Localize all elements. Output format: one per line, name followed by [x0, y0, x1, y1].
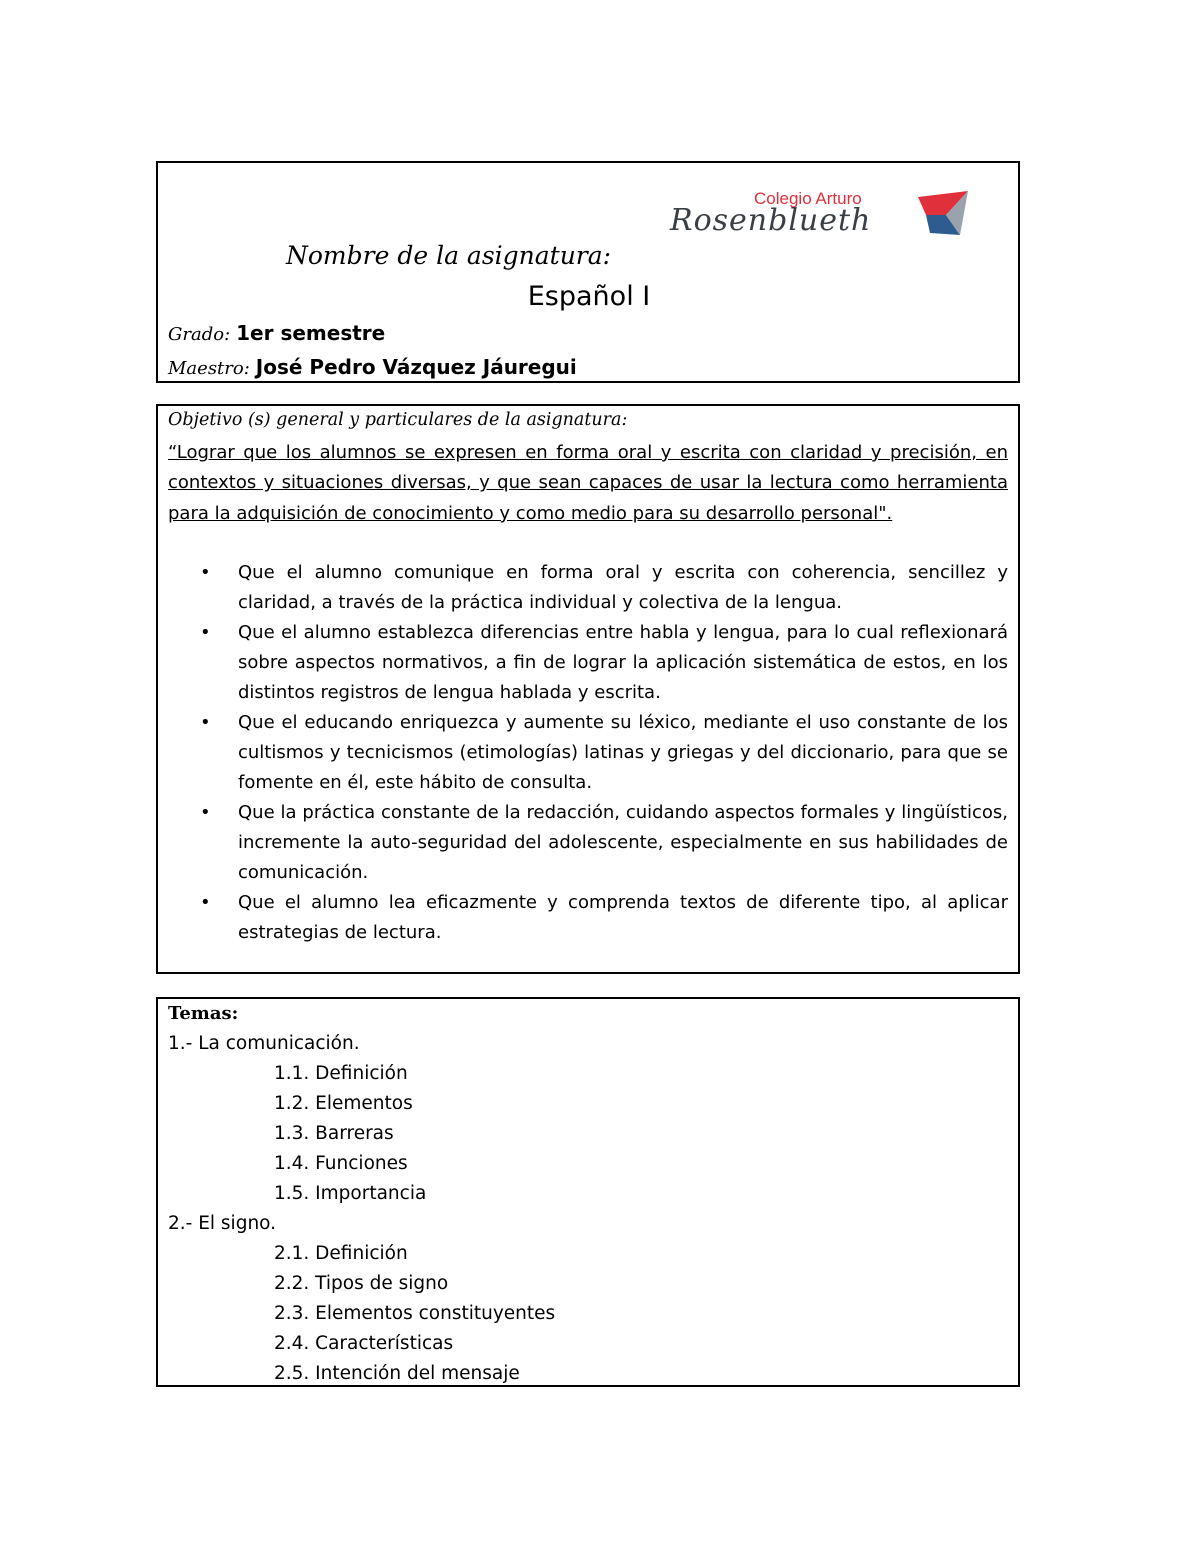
logo-mark-icon	[916, 189, 970, 239]
bullet-icon: •	[200, 622, 211, 643]
list-item	[200, 708, 1008, 798]
list-item-text: Que el alumno lea eficazmente y comprenda textos de diferente tipo, al aplicar estrategias de lectura.	[238, 892, 1008, 943]
topic-item: 2.- El signo.	[168, 1213, 277, 1234]
subject-name: Español I	[527, 281, 651, 312]
list-item	[200, 798, 1008, 888]
bullet-icon: •	[200, 562, 211, 583]
list-item-text: Que el alumno establezca diferencias entre habla y lengua, para lo cual reflexionará sobre aspectos normativos, a fin de lograr la aplicación sistemática de estos, en los distintos registros de lengua hablada y escrita.	[238, 622, 1008, 703]
teacher-line	[168, 355, 577, 379]
subtopic-item: 1.4. Funciones	[274, 1153, 408, 1174]
particular-objectives-list	[168, 558, 1008, 948]
school-logo	[670, 189, 970, 243]
subtopic-item: 2.5. Intención del mensaje	[274, 1363, 520, 1384]
subtopic-item: 2.1. Definición	[274, 1243, 408, 1264]
subtopic-item: 1.3. Barreras	[274, 1123, 394, 1144]
bullet-icon: •	[200, 802, 211, 823]
topics-list	[168, 1029, 1008, 1389]
subtopic-item: 1.5. Importancia	[274, 1183, 427, 1204]
bullet-icon: •	[200, 712, 211, 733]
list-item	[200, 888, 1008, 948]
list-item	[200, 558, 1008, 618]
teacher-value: José Pedro Vázquez Jáuregui	[255, 355, 577, 379]
topics-box	[156, 997, 1020, 1387]
list-item-text: Que la práctica constante de la redacción, cuidando aspectos formales y lingüísticos, incremente la auto-seguridad del adolescente, especialmente en sus habilidades de comunicación.	[238, 802, 1008, 883]
subject-label: Nombre de la asignatura:	[286, 241, 612, 270]
subtopic-item: 2.2. Tipos de signo	[274, 1273, 449, 1294]
logo-big-text: Rosenblueth	[670, 203, 872, 238]
list-item	[200, 618, 1008, 708]
subtopic-item: 2.4. Características	[274, 1333, 454, 1354]
grade-label: Grado:	[168, 324, 231, 345]
objectives-heading: Objetivo (s) general y particulares de la asignatura:	[168, 410, 628, 430]
logo-small-text: Colegio Arturo	[754, 189, 862, 208]
subtopic-item: 1.2. Elementos	[274, 1093, 413, 1114]
objectives-box	[156, 404, 1020, 974]
list-item-text: Que el educando enriquezca y aumente su léxico, mediante el uso constante de los cultismos y tecnicismos (etimologías) latinas y griegas y del diccionario, para que se fomente en él, este hábito de consulta.	[238, 712, 1008, 793]
list-item-text: Que el alumno comunique en forma oral y escrita con coherencia, sencillez y claridad, a través de la práctica individual y colectiva de la lengua.	[238, 562, 1008, 613]
bullet-icon: •	[200, 892, 211, 913]
header-box	[156, 161, 1020, 383]
subtopic-item: 2.3. Elementos constituyentes	[274, 1303, 556, 1324]
grade-value: 1er semestre	[236, 321, 386, 345]
general-objective: “Lograr que los alumnos se expresen en forma oral y escrita con claridad y precisión, en contextos y situaciones diversas, y que sean capaces de usar la lectura como herramienta para la adquisición de conocimiento y como medio para su desarrollo personal".	[168, 442, 1008, 524]
grade-line	[168, 321, 385, 345]
topics-heading: Temas:	[168, 1003, 239, 1024]
subtopic-item: 1.1. Definición	[274, 1063, 408, 1084]
teacher-label: Maestro:	[168, 358, 250, 379]
topic-item: 1.- La comunicación.	[168, 1033, 360, 1054]
